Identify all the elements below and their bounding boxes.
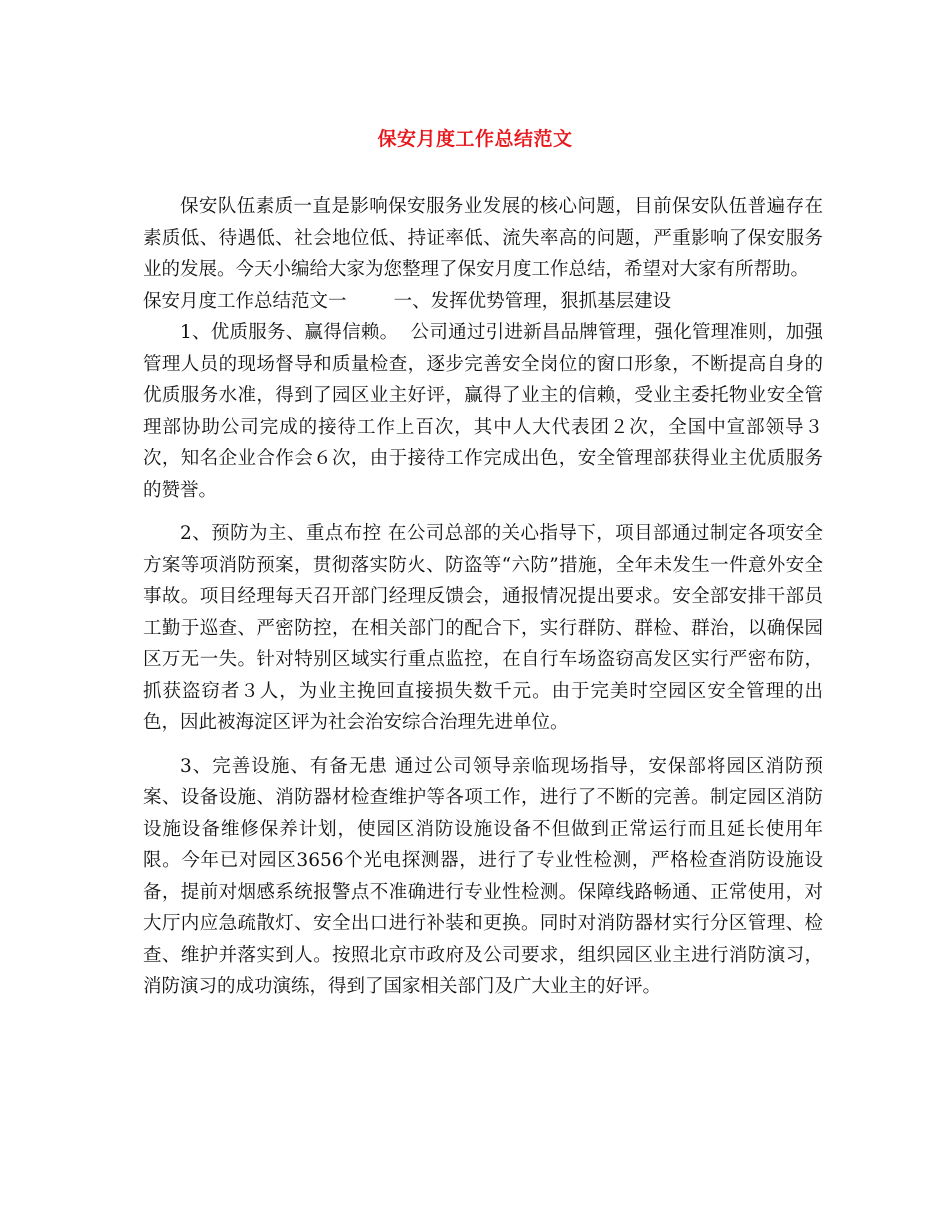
- document-body: [143, 191, 823, 1003]
- intro-text: 保安队伍素质一直是影响保安服务业发展的核心问题，目前保安队伍普遍存在素质低、待遇低、社会地位低、持证率低、流失率高的问题，严重影响了保安服务业的发展。今天小编给大家为您整理了保安月度工作总结，希望对大家有所帮助。: [143, 196, 823, 280]
- intro-paragraph: [143, 191, 823, 286]
- paragraph-2-heading: 2、预防为主、重点布控: [180, 523, 382, 544]
- paragraph-1-heading: 1、优质服务、赢得信赖。: [180, 322, 399, 343]
- paragraph-3: [143, 751, 823, 1003]
- section-heading-line: [143, 286, 823, 318]
- paragraph-2-body: 在公司总部的关心指导下，项目部通过制定各项安全方案等项消防预案，贯彻落实防火、防盗等“六防”措施，全年未发生一件意外安全事故。项目经理每天召开部门经理反馈会，通报情况提出要求。安全部安排干部员工勤于巡查、严密防控，在相关部门的配合下，实行群防、群检、群治，以确保园区万无一失。针对特别区域实行重点监控，在自行车场盗窃高发区实行严密布防，抓获盗窃者３人，为业主挽回直接损失数千元。由于完美时空园区安全管理的出色，因此被海淀区评为社会治安综合治理先进单位。: [143, 523, 823, 733]
- paragraph-3-body: 通过公司领导亲临现场指导，安保部将园区消防预案、设备设施、消防器材检查维护等各项工作，进行了不断的完善。制定园区消防设施设备维修保养计划，使园区消防设施设备不但做到正常运行而且延长使用年限。今年已对园区3656个光电探测器，进行了专业性检测，严格检查消防设施设备，提前对烟感系统报警点不准确进行专业性检测。保障线路畅通、正常使用，对大厅内应急疏散灯、安全出口进行补装和更换。同时对消防器材实行分区管理、检查、维护并落实到人。按照北京市政府及公司要求，组织园区业主进行消防演习，消防演习的成功演练，得到了国家相关部门及广大业主的好评。: [143, 755, 823, 997]
- section-label: 保安月度工作总结范文一: [143, 290, 347, 312]
- paragraph-1: [143, 317, 823, 506]
- paragraph-3-heading: 3、完善设施、有备无患: [180, 755, 388, 777]
- paragraph-1-body: 公司通过引进新昌品牌管理，强化管理准则，加强管理人员的现场督导和质量检查，逐步完善安全岗位的窗口形象，不断提高自身的优质服务水准，得到了园区业主好评，赢得了业主的信赖，受业主委托物业安全管理部协助公司完成的接待工作上百次，其中人大代表团２次，全国中宣部领导３次，知名企业合作会６次，由于接待工作完成出色，安全管理部获得业主优质服务的赞誉。: [143, 322, 823, 501]
- section-heading: 一、发挥优势管理，狠抓基层建设: [393, 290, 672, 312]
- paragraph-2: [143, 518, 823, 739]
- document-title: 保安月度工作总结范文: [377, 128, 573, 150]
